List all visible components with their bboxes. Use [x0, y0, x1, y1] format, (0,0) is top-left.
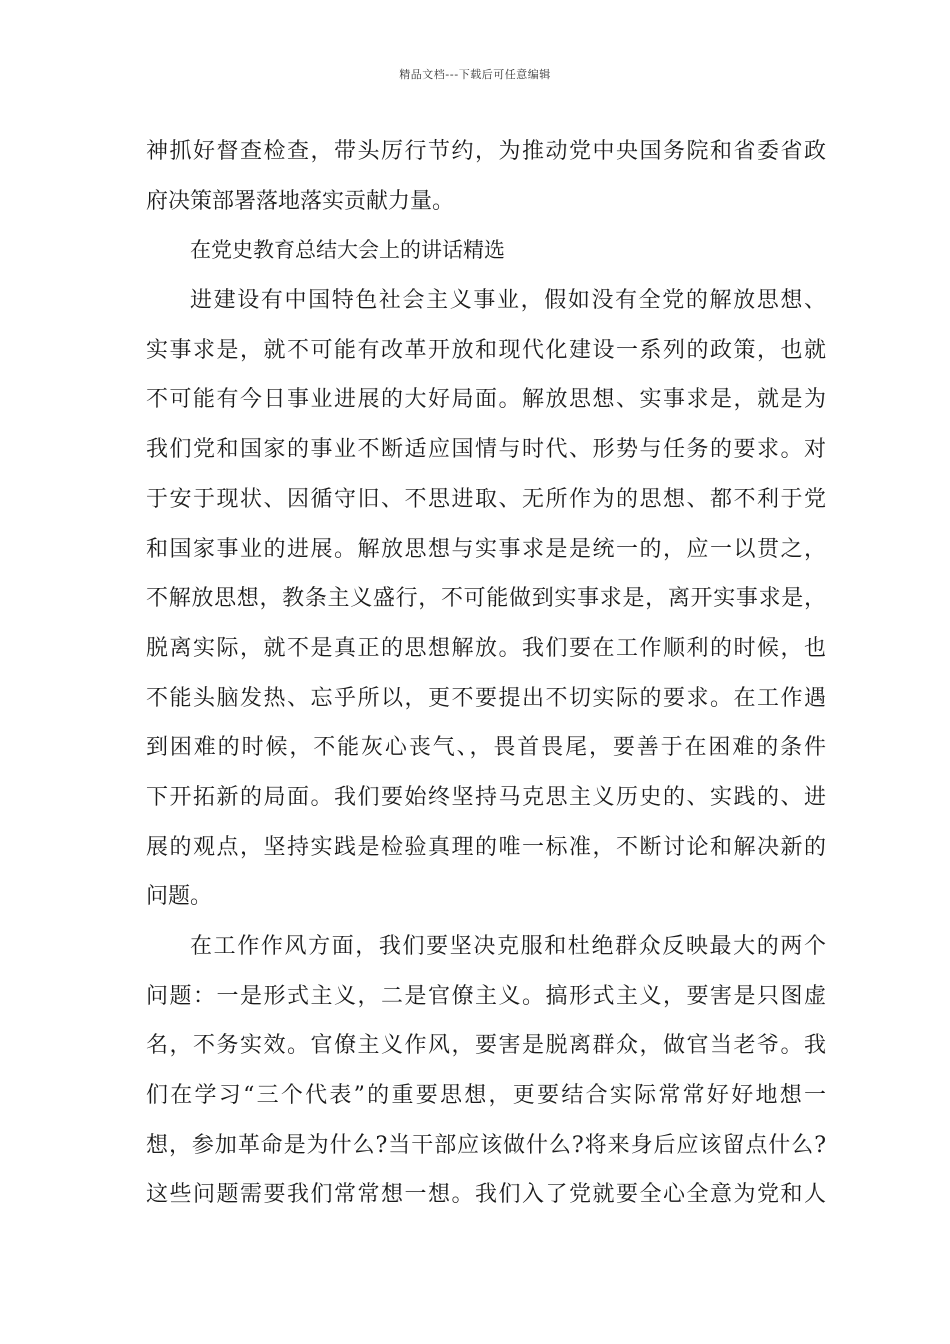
text-line: 和国家事业的进展。解放思想与实事求是是统一的，应一以贯之，: [146, 536, 826, 562]
text-line: 不解放思想，教条主义盛行，不可能做到实事求是，离开实事求是，: [146, 586, 826, 612]
text-line: 于安于现状、因循守旧、不思进取、无所作为的思想、都不利于党: [146, 486, 826, 512]
text-line: 名，不务实效。官僚主义作风，要害是脱离群众，做官当老爷。我: [146, 1033, 826, 1059]
text-line: 这些问题需要我们常常想一想。我们入了党就要全心全意为党和人: [146, 1182, 826, 1208]
text-line: 我们党和国家的事业不断适应国情与时代、形势与任务的要求。对: [146, 437, 826, 463]
section-title: 在党史教育总结大会上的讲话精选: [190, 238, 505, 263]
text-line: 不能头脑发热、忘乎所以，更不要提出不切实际的要求。在工作遇: [146, 685, 826, 711]
text-line: 神抓好督查检查，带头厉行节约，为推动党中央国务院和省委省政: [146, 139, 826, 164]
text-line: 脱离实际，就不是真正的思想解放。我们要在工作顺利的时候，也: [146, 635, 826, 661]
text-line: 们在学习“三个代表”的重要思想，更要结合实际常常好好地想一: [146, 1083, 826, 1109]
text-line: 想，参加革命是为什么?当干部应该做什么?将来身后应该留点什么?: [146, 1132, 826, 1158]
text-line: 不可能有今日事业进展的大好局面。解放思想、实事求是，就是为: [146, 387, 826, 413]
page-header: 精品文档---下载后可任意编辑: [399, 68, 551, 81]
text-line: 实事求是，就不可能有改革开放和现代化建设一系列的政策，也就: [146, 337, 826, 363]
text-line: 下开拓新的局面。我们要始终坚持马克思主义历史的、实践的、进: [146, 784, 826, 810]
text-line: 问题。: [146, 884, 213, 910]
document-body: [146, 127, 826, 1220]
text-line: 展的观点，坚持实践是检验真理的唯一标准，不断讨论和解决新的: [146, 834, 826, 860]
text-line: 在工作作风方面，我们要坚决克服和杜绝群众反映最大的两个: [190, 934, 826, 959]
text-line: 问题：一是形式主义，二是官僚主义。搞形式主义，要害是只图虚: [146, 983, 826, 1009]
text-line: 府决策部署落地落实贡献力量。: [146, 188, 455, 214]
text-line: 进建设有中国特色社会主义事业，假如没有全党的解放思想、: [190, 288, 826, 314]
text-line: 到困难的时候，不能灰心丧气、，畏首畏尾，要善于在困难的条件: [146, 735, 826, 761]
